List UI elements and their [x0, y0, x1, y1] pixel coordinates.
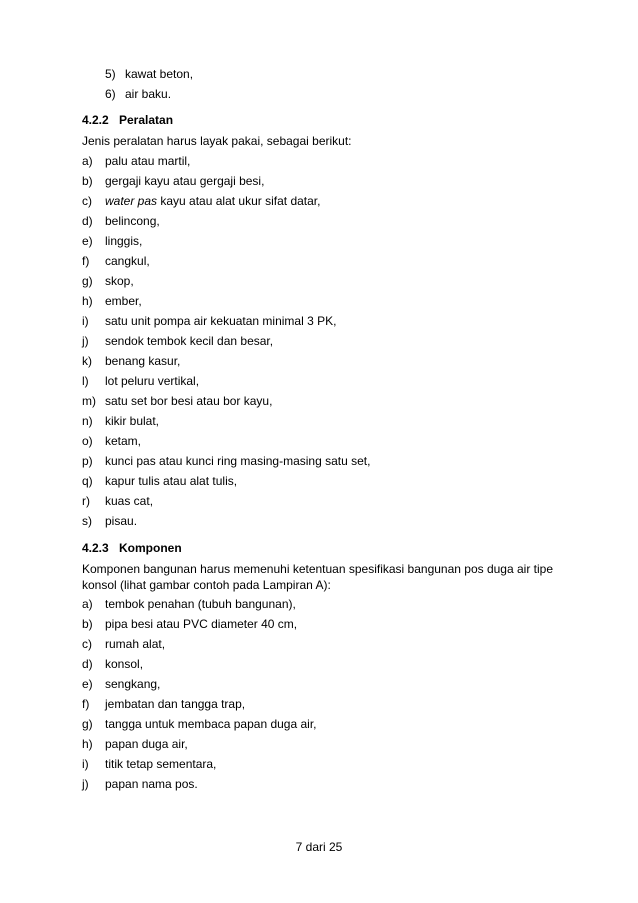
list-marker: a) [82, 154, 93, 168]
list-marker: 5) [105, 67, 116, 81]
list-item [82, 273, 134, 289]
list-marker: d) [82, 214, 93, 228]
list-item [105, 66, 193, 82]
list-text: ketam, [105, 434, 142, 448]
list-item [82, 153, 190, 169]
section-intro [82, 561, 575, 577]
list-item [82, 293, 142, 309]
list-text: skop, [105, 274, 134, 288]
list-text: rumah alat, [105, 637, 166, 651]
list-item [82, 193, 320, 209]
list-marker: j) [82, 334, 89, 348]
list-item [82, 393, 272, 409]
list-item [82, 373, 199, 389]
section-title: Peralatan [119, 113, 174, 127]
list-item [82, 756, 216, 772]
list-text: cangkul, [105, 254, 150, 268]
list-text: konsol, [105, 657, 144, 671]
list-text: titik tetap sementara, [105, 757, 217, 771]
list-text: kayu atau alat ukur sifat datar, [157, 194, 321, 208]
section-number: 4.2.2 [82, 113, 109, 127]
list-marker: e) [82, 234, 93, 248]
list-marker: i) [82, 314, 89, 328]
list-text: satu set bor besi atau bor kayu, [105, 394, 273, 408]
list-marker: e) [82, 677, 93, 691]
list-marker: q) [82, 474, 93, 488]
list-marker: c) [82, 194, 92, 208]
list-item [82, 253, 150, 269]
list-marker: r) [82, 494, 90, 508]
list-text: satu unit pompa air kekuatan minimal 3 PK, [105, 314, 337, 328]
list-item [82, 696, 245, 712]
list-item [82, 656, 143, 672]
list-item [82, 173, 264, 189]
list-item [82, 616, 297, 632]
section-heading-komponen [82, 540, 182, 556]
list-text: papan duga air, [105, 737, 188, 751]
list-marker: g) [82, 717, 93, 731]
list-marker: b) [82, 174, 93, 188]
list-item [82, 213, 160, 229]
list-marker: j) [82, 777, 89, 791]
list-marker: p) [82, 454, 93, 468]
list-text: belincong, [105, 214, 160, 228]
list-text: kikir bulat, [105, 414, 160, 428]
list-item [82, 353, 180, 369]
list-text: pisau. [105, 514, 138, 528]
list-marker: h) [82, 294, 93, 308]
list-text: jembatan dan tangga trap, [105, 697, 246, 711]
list-marker: o) [82, 434, 93, 448]
list-text: sendok tembok kecil dan besar, [105, 334, 274, 348]
page-number: 7 dari 25 [295, 840, 343, 854]
list-marker: h) [82, 737, 93, 751]
section-title: Komponen [119, 541, 182, 555]
list-marker: f) [82, 254, 90, 268]
list-item [82, 776, 198, 792]
section-intro-line: Komponen bangunan harus memenuhi ketentuan spesifikasi bangunan pos duga air tipe [82, 562, 553, 576]
section-intro-line: konsol (lihat gambar contoh pada Lampiran A): [82, 578, 331, 592]
list-item [82, 473, 237, 489]
list-marker: a) [82, 597, 93, 611]
list-text: ember, [105, 294, 142, 308]
list-item [82, 493, 153, 509]
list-marker: n) [82, 414, 93, 428]
list-text: kunci pas atau kunci ring masing-masing satu set, [105, 454, 371, 468]
list-text: kuas cat, [105, 494, 154, 508]
list-item [82, 716, 317, 732]
list-marker: d) [82, 657, 93, 671]
list-text: gergaji kayu atau gergaji besi, [105, 174, 265, 188]
list-marker: g) [82, 274, 93, 288]
list-marker: k) [82, 354, 92, 368]
list-text: kapur tulis atau alat tulis, [105, 474, 238, 488]
list-text: palu atau martil, [105, 154, 191, 168]
list-marker: f) [82, 697, 90, 711]
list-marker: i) [82, 757, 89, 771]
list-marker: c) [82, 637, 92, 651]
list-item [82, 736, 188, 752]
list-item [82, 453, 370, 469]
list-text: pipa besi atau PVC diameter 40 cm, [105, 617, 298, 631]
list-text: benang kasur, [105, 354, 181, 368]
list-item [82, 636, 165, 652]
list-text: linggis, [105, 234, 143, 248]
list-item [82, 413, 159, 429]
list-item [82, 333, 273, 349]
list-text: air baku. [125, 87, 172, 101]
list-text: kawat beton, [125, 67, 194, 81]
list-text-italic: water pas [105, 194, 158, 208]
list-item [82, 676, 160, 692]
section-intro: Jenis peralatan harus layak pakai, sebagai berikut: [82, 134, 352, 148]
section-heading-peralatan [82, 112, 173, 128]
list-item [82, 596, 296, 612]
list-marker: m) [82, 394, 96, 408]
list-marker: l) [82, 374, 89, 388]
list-marker: 6) [105, 87, 116, 101]
section-number: 4.2.3 [82, 541, 109, 555]
list-text: tembok penahan (tubuh bangunan), [105, 597, 296, 611]
list-item [105, 86, 171, 102]
list-text: papan nama pos. [105, 777, 198, 791]
list-text: sengkang, [105, 677, 161, 691]
list-item [82, 513, 137, 529]
list-item [82, 313, 336, 329]
list-item [82, 233, 142, 249]
list-text: tangga untuk membaca papan duga air, [105, 717, 317, 731]
list-item [82, 433, 141, 449]
list-text: lot peluru vertikal, [105, 374, 200, 388]
list-marker: b) [82, 617, 93, 631]
list-marker: s) [82, 514, 92, 528]
